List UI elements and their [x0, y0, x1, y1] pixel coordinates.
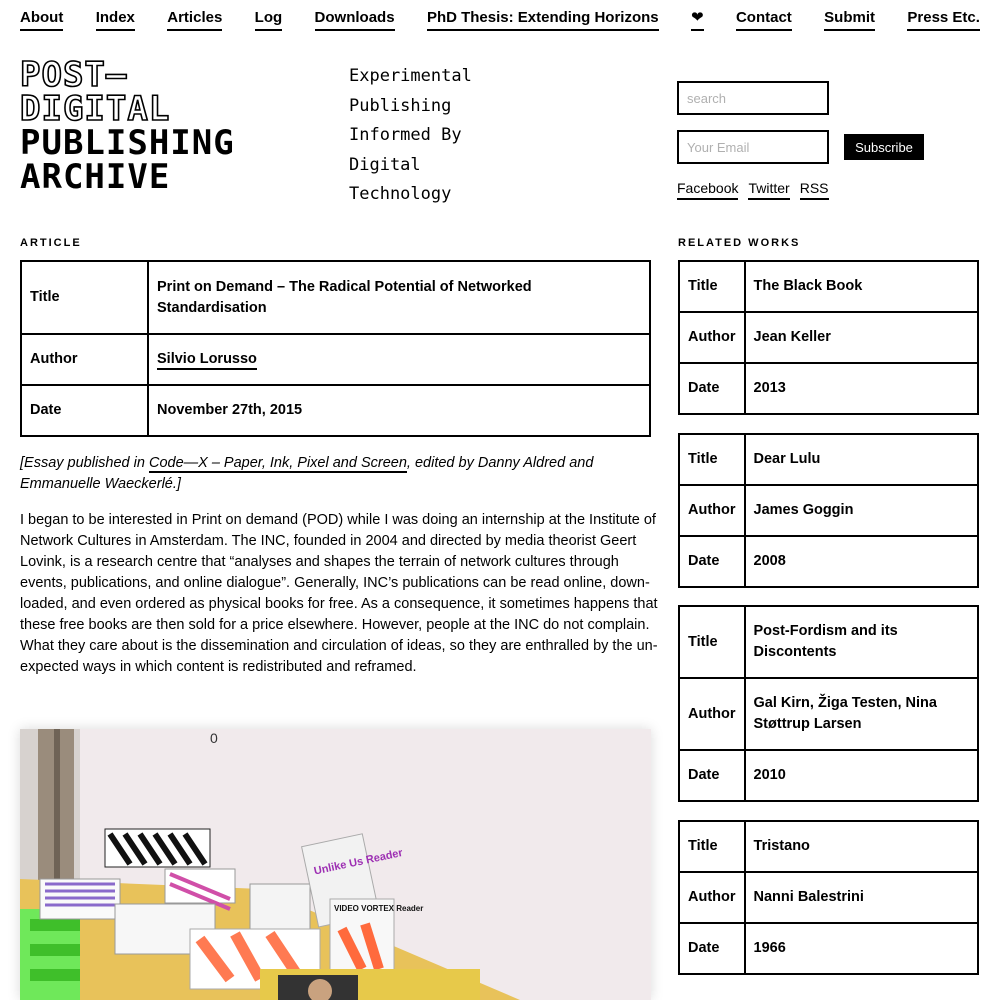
book-label-unlike-us: Unlike Us Reader [312, 846, 404, 878]
author-key: Author [679, 485, 745, 536]
rss-link[interactable]: RSS [800, 180, 829, 200]
table-row [679, 363, 978, 414]
related-date: 1966 [745, 923, 978, 974]
nav-submit[interactable]: Submit [824, 8, 875, 31]
intro-text-before: [Essay published in [20, 455, 149, 471]
related-date: 2013 [745, 363, 978, 414]
author-key: Author [21, 334, 148, 385]
nav-press[interactable]: Press Etc. [907, 8, 980, 31]
table-row [21, 334, 650, 385]
search-input[interactable] [677, 81, 829, 115]
twitter-link[interactable]: Twitter [748, 180, 789, 200]
related-author: Nanni Balestrini [745, 872, 978, 923]
table-row [679, 923, 978, 974]
subscribe-button[interactable]: Subscribe [844, 134, 924, 160]
article-photo [20, 729, 651, 1000]
article-paragraph: I began to be interested in Print on demand (POD) while I was doing an internship at the Institute of Network Cultures in Amsterdam. The INC, founded in 2004 and directed by media theorist Geert Lovink, is a research centre that “analyses and shapes the terrain of network cultures through events, publications, and online dialogue”. Generally, INC’s publications can be read online, downloaded, and even ordered as physical books for free. As a consequence, it sometimes happens that these free books are then sold for a price elsewhere. However, people at the INC do not complain. What they care about is the dissemination and circulation of ideas, so they are enthralled by the unexpected ways in which content is redistributed and reframed. [20, 512, 658, 675]
nav-downloads[interactable]: Downloads [315, 8, 395, 31]
related-date: 2010 [745, 750, 978, 801]
facebook-link[interactable]: Facebook [677, 180, 738, 200]
nav-about[interactable]: About [20, 8, 63, 31]
nav-index[interactable]: Index [96, 8, 135, 31]
title-key: Title [679, 821, 745, 872]
photo-illustration [20, 729, 651, 1000]
table-row [679, 821, 978, 872]
table-row [679, 434, 978, 485]
related-author: James Goggin [745, 485, 978, 536]
logo-line-publishing: PUBLISHING [20, 123, 235, 163]
table-row [679, 678, 978, 750]
related-title[interactable]: Tristano [745, 821, 978, 872]
date-key: Date [679, 750, 745, 801]
article-section-label: ARTICLE [20, 237, 82, 249]
author-cell [148, 334, 650, 385]
table-row [679, 536, 978, 587]
email-field[interactable] [677, 130, 829, 164]
table-row [679, 485, 978, 536]
author-key: Author [679, 872, 745, 923]
nav-articles[interactable]: Articles [167, 8, 222, 31]
logo-line-archive: ARCHIVE [20, 157, 171, 197]
nav-phd-thesis[interactable]: PhD Thesis: Extending Horizons [427, 8, 659, 31]
top-nav [20, 8, 980, 34]
title-key: Title [679, 261, 745, 312]
related-work-1 [678, 260, 979, 415]
essay-intro [20, 453, 620, 495]
source-publication-link[interactable]: Code—X – Paper, Ink, Pixel and Screen [148, 455, 407, 471]
date-key: Date [21, 385, 148, 436]
related-title[interactable]: The Black Book [745, 261, 978, 312]
nav-heart-icon[interactable]: ❤ [691, 8, 704, 31]
related-date: 2008 [745, 536, 978, 587]
related-works-label: RELATED WORKS [678, 237, 801, 249]
table-row [679, 606, 978, 678]
table-row [679, 261, 978, 312]
date-key: Date [679, 363, 745, 414]
svg-text:0: 0 [210, 730, 218, 746]
related-title[interactable]: Dear Lulu [745, 434, 978, 485]
date-key: Date [679, 923, 745, 974]
title-key: Title [679, 434, 745, 485]
related-work-4 [678, 820, 979, 975]
table-row [679, 750, 978, 801]
article-meta-table [20, 260, 651, 437]
title-key: Title [679, 606, 745, 678]
nav-log[interactable]: Log [255, 8, 283, 31]
article-title: Print on Demand – The Radical Potential of Networked Standardisation [148, 261, 650, 334]
date-key: Date [679, 536, 745, 587]
related-work-3 [678, 605, 979, 802]
table-row [21, 385, 650, 436]
article-author-link[interactable]: Silvio Lorusso [157, 351, 257, 370]
related-title[interactable]: Post-Fordism and its Discontents [745, 606, 978, 678]
related-author: Gal Kirn, Žiga Testen, Nina Støttrup Larsen [745, 678, 978, 750]
title-key: Title [21, 261, 148, 334]
table-row [679, 872, 978, 923]
nav-contact[interactable]: Contact [736, 8, 792, 31]
book-label-video-vortex: VIDEO VORTEX Reader [334, 904, 424, 913]
author-key: Author [679, 312, 745, 363]
site-logo[interactable] [20, 55, 280, 197]
logo-line-digital: DIGITAL [20, 89, 171, 129]
logo-line-post: POST— [20, 55, 128, 95]
table-row [679, 312, 978, 363]
social-links [677, 180, 829, 200]
article-date: November 27th, 2015 [148, 385, 650, 436]
table-row [21, 261, 650, 334]
site-tagline: Experimental Publishing Informed By Digital Technology [349, 66, 472, 205]
author-key: Author [679, 678, 745, 750]
related-author: Jean Keller [745, 312, 978, 363]
related-work-2 [678, 433, 979, 588]
intro-text-after: , edited by Danny Aldred and Emmanuelle Waeckerlé.] [20, 455, 594, 492]
